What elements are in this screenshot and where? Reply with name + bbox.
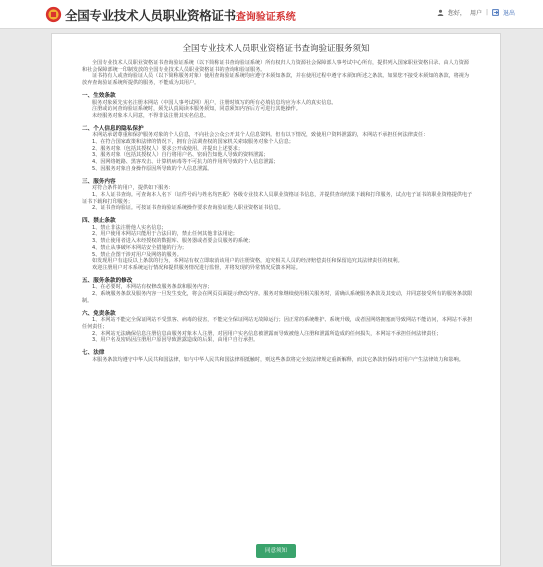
intro-paragraph: 证书持有人或查询验证人员（以下简称服务对象）使用查询验证系统均应遵守本须知条款，并在使用过程中遵守本须知所述之条款。如果您不接受本须知的条款，将视为放弃查询验证系统所提供的服务，不能成为其用户。 (82, 73, 469, 87)
section-heading: 三、服务内容 (82, 178, 116, 185)
section-paragraph: 欢迎注册用户对本系统运行情况和提供服务情况进行监督，并将发现的异常情况反馈本网站。 (92, 264, 301, 271)
intro-paragraph: 全国专业技术人员职业资格证书查询验证系统（以下简称证书查询验证系统）所有权归人力资源社会保障部人事考试中心所有，提供列入国家职业资格目录、由人力资源和社会保障部统一印制发放的全国专业技术人员职业资格证书的查询和验证服务。 (82, 60, 469, 73)
section-paragraph: 2、本网站无法确保信息注册信息由服务对象本人注册，对因用户实名信息被泄露而导致被他人注册和泄露所造成的任何损失，本网站不承担任何法律责任； (92, 330, 442, 337)
site-title-sub: 查询验证系统 (235, 12, 296, 23)
section-paragraph: 如发现用户有违反以上条款的行为，本网站有权立即取消该用户的注册资格，追究相关人员的经济赔偿责任和保留追究其法律责任的权利。 (92, 258, 403, 265)
section-paragraph: 2、证书查询验证。可按证书查询验证系统操作要求查询验证他人职业资格证书信息。 (92, 205, 284, 212)
section-paragraph: 未经服务对象本人同意，不得非法注册其实名信息。 (92, 112, 210, 119)
section-heading: 二、个人信息的隐私保护 (82, 125, 144, 132)
section-heading: 六、免责条款 (82, 310, 116, 317)
section-heading: 一、生效条款 (82, 92, 116, 99)
section-paragraph: 对符合条件的用户，提供如下服务： (92, 185, 174, 192)
section-paragraph: 1、本网站不能完全保证网站不受黑客、病毒的侵害，不能完全保证网站无故障运行；因正常的系统维护、系统升级，或者因网络拥塞而导致网站不能访问，本网站不承担任何责任； (82, 317, 473, 330)
user-area (437, 8, 515, 17)
section-paragraph: 服务对象须先实名注册本网站（中国人事考试网）用户，注册时填写的所有必填信息均应为本人的真实信息。 (92, 99, 337, 106)
agree-button[interactable]: 同意须知 (256, 544, 296, 558)
user-name[interactable]: 用户 (469, 10, 482, 17)
section-paragraph: 1、本人证书查询。可查询本人名下（证件号码与姓名均匹配）各级专业技术人员职业资格证书信息，并提供查询结果下载和打印服务，试点电子证书的职业资格提供电子证书下载和打印服务； (82, 191, 473, 205)
section-paragraph: 1、在符合国家政策和法律的情况下，拥有合法调查权的国家机关索取服务对象个人信息； (92, 139, 294, 146)
divider: | (485, 9, 488, 16)
section-paragraph: 1、在必要时，本网站有权修改服务条款和服务内容； (92, 284, 213, 291)
section-paragraph: 3、用户名及密码因注册用户原因导致泄露造成的后果，由用户自行承担。 (92, 337, 259, 344)
section-paragraph: 本网站承诺尊重和保护服务对象的个人信息，不向社会公众公开其个人信息资料。但有以下情况，致使用户资料泄露的，本网站不承担任何法律责任： (92, 132, 429, 139)
section-paragraph: 注册或访问查询验证系统时，须先认真阅读本服务须知，同意须知内容后方可进行其他操作。 (92, 106, 301, 113)
notice-panel (51, 33, 501, 566)
section-paragraph: 5、因服务对象自身操作原因所导致的个人信息泄露。 (92, 165, 213, 172)
section-paragraph: 2、用户使用本网站只能用于合法目的，禁止任何其他非法用途； (92, 231, 238, 238)
exit-link[interactable]: 退出 (502, 10, 515, 17)
section-paragraph: 本服务条款均遵守中华人民共和国法律，如与中华人民共和国法律相抵触时，则这些条款将完全按法律规定重新解释，而其它条款仍保持对用户产生法律效力和影响。 (92, 356, 464, 363)
section-paragraph: 3、服务对象（包括其授权人）自行将用户名、密码告知他人导致的资料泄露； (92, 152, 269, 159)
section-paragraph: 2、系统服务条款及服务内容一旦发生变化，将会在网页页面提示修改内容。服务对象继续使用相关服务时，需确认系统服务条款及其变动，并同意接受所有的服务条款限制。 (82, 291, 473, 304)
notice-content (82, 60, 474, 363)
site-title (65, 6, 296, 24)
site-title-main: 全国专业技术人员职业资格证书 (65, 8, 236, 23)
section-heading: 五、服务条款的修改 (82, 277, 133, 284)
section-paragraph: 4、因网络链路、黑客攻击、计算机病毒等不可抗力的作用所导致的个人信息泄露； (92, 159, 279, 166)
top-bar (0, 0, 543, 29)
user-icon (437, 9, 444, 16)
section-heading: 七、法律 (82, 350, 105, 357)
section-paragraph: 4、禁止从事破坏本网站安全措施的行为； (92, 244, 187, 251)
logo-icon (45, 6, 62, 23)
section-paragraph: 1、禁止非法注册他人实名信息； (92, 224, 167, 231)
section-paragraph: 5、禁止企图干涉对用户及网络的服务。 (92, 251, 182, 258)
user-greeting: 您好， (447, 10, 466, 17)
section-paragraph: 2、服务对象（包括其授权人）要求公开或使用，并提出上述要求； (92, 145, 243, 152)
page-title: 全国专业技术人员职业资格证书查询验证服务须知 (182, 44, 370, 54)
section-heading: 四、禁止条款 (82, 218, 116, 225)
section-paragraph: 3、禁止使用者进入未经授权的数据库、服务器或者要会员服务的系统； (92, 238, 254, 245)
exit-icon[interactable] (492, 9, 499, 16)
